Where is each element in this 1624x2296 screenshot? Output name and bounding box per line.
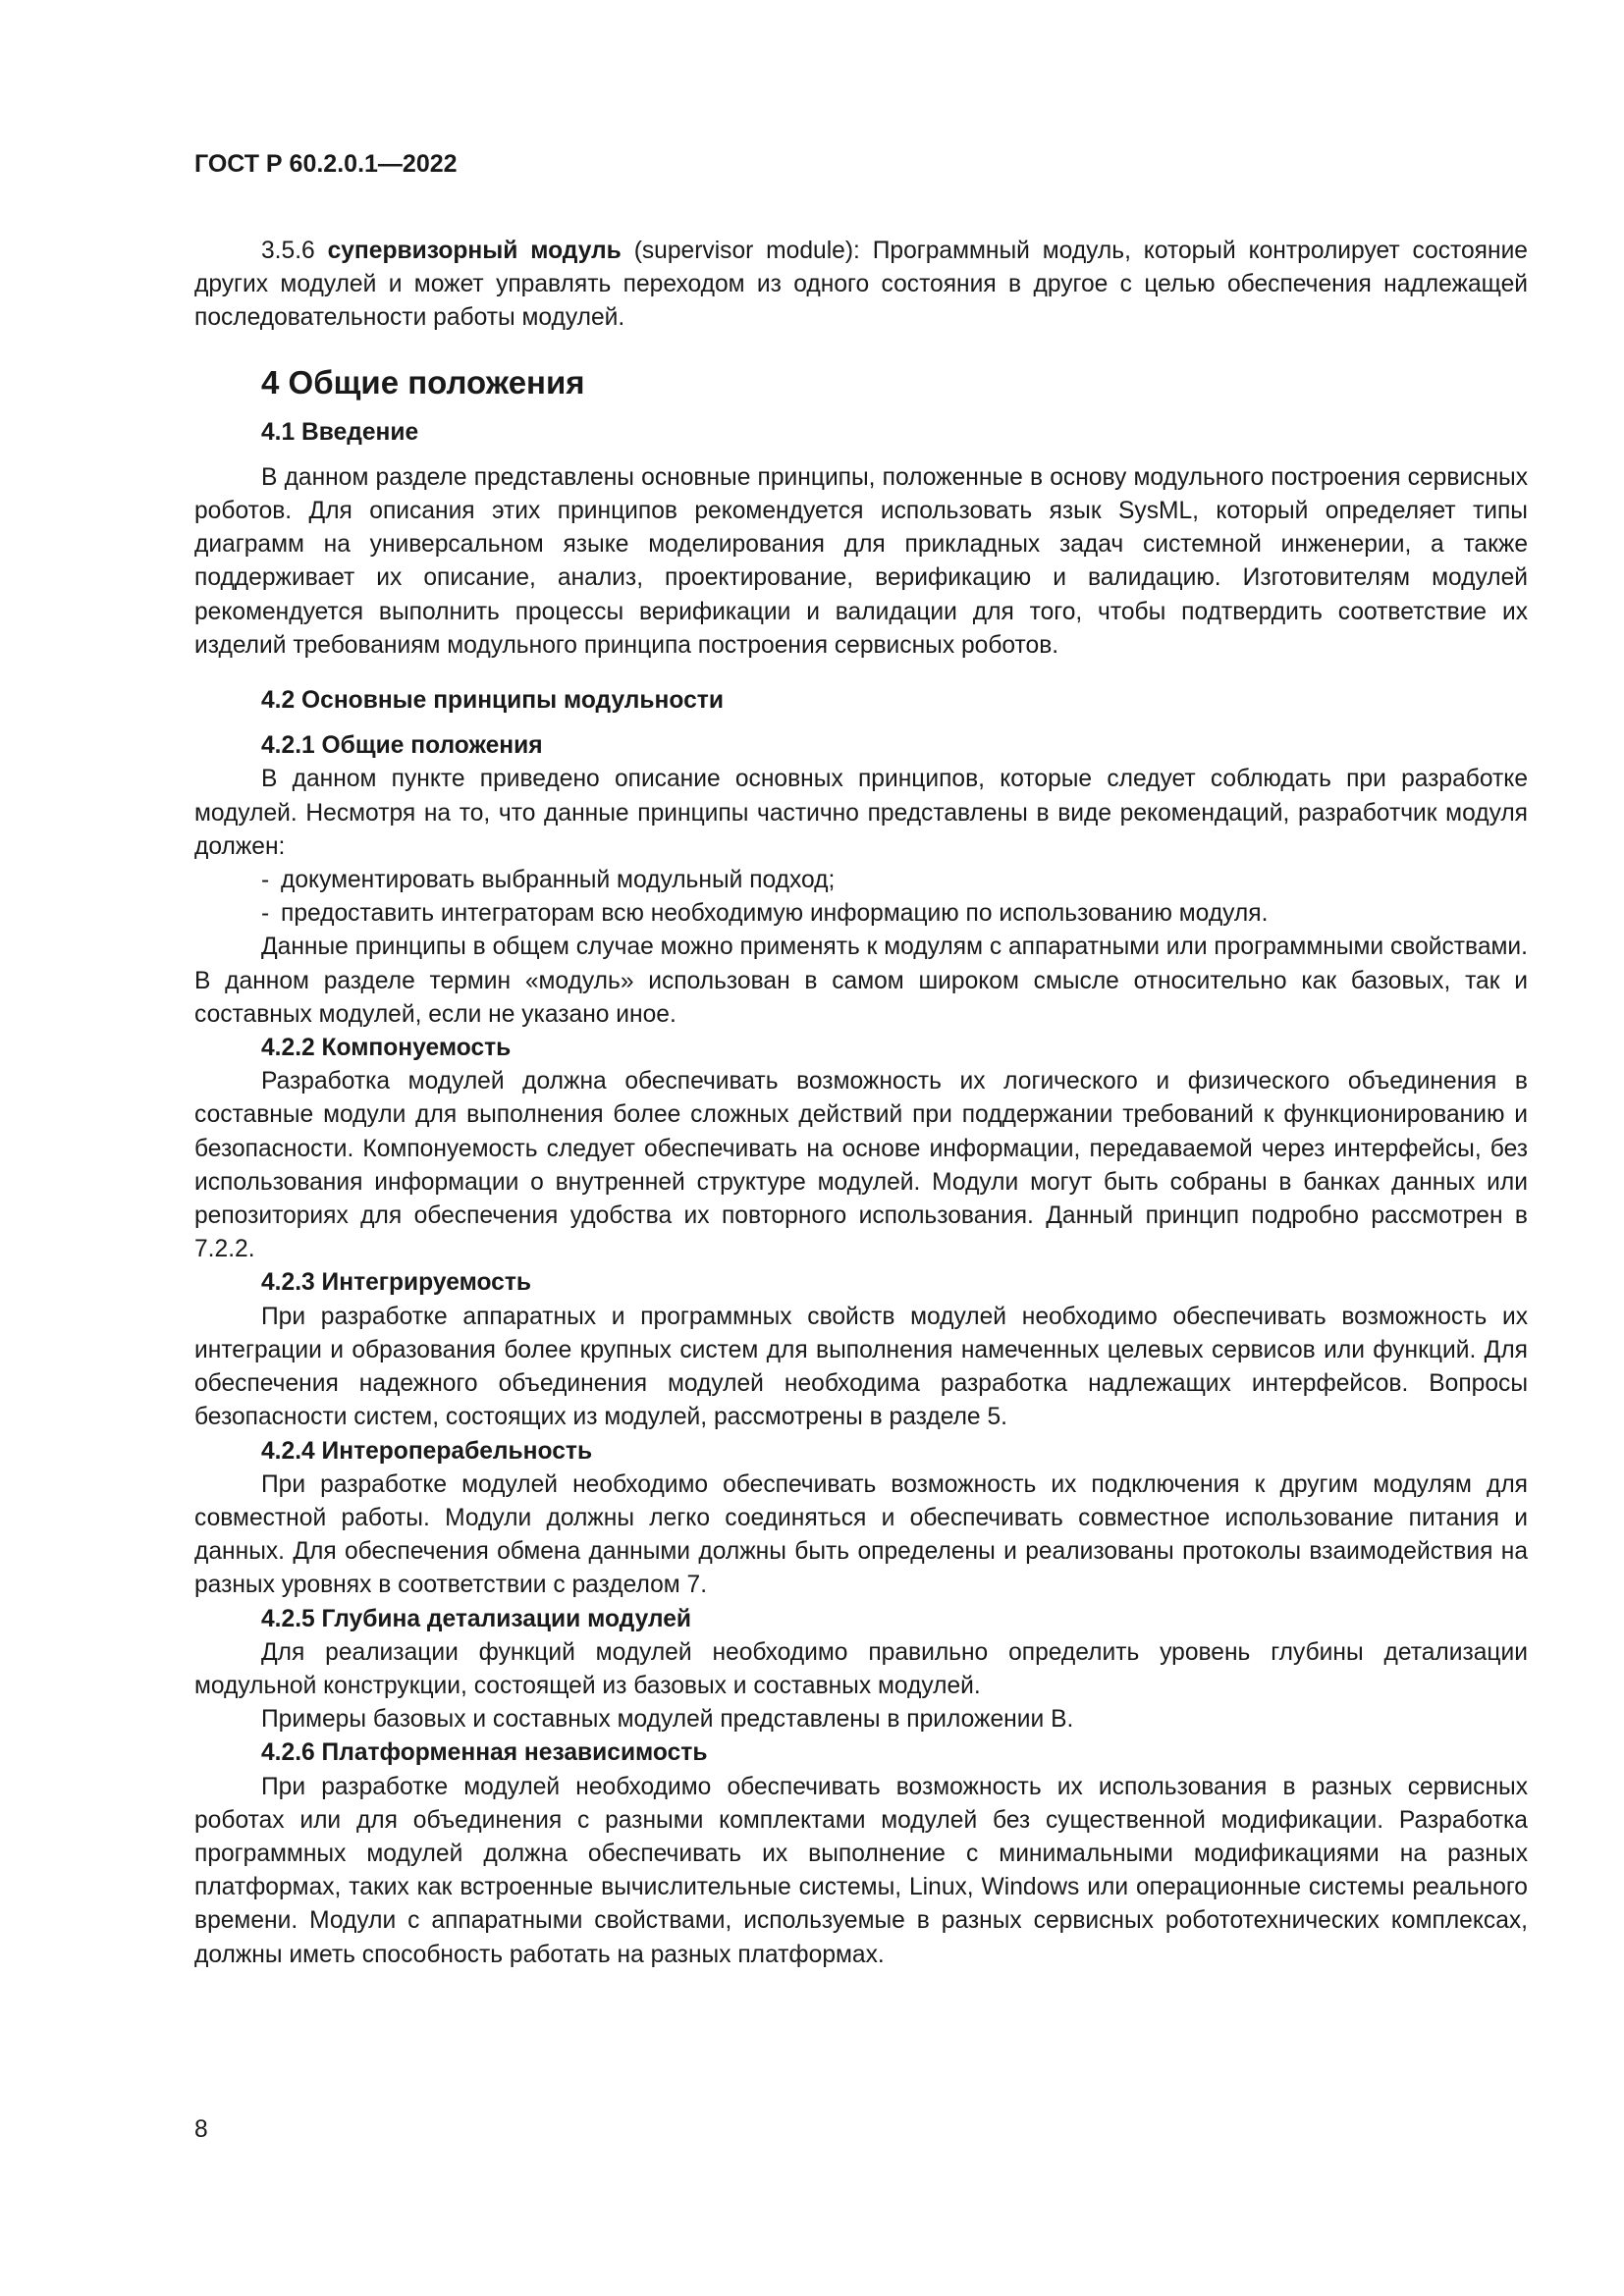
- paragraph-4-2-5-a: Для реализации функций модулей необходимо правильно определить уровень глубины детализации модульной конструкции, состоящей из базовых и составных модулей.: [194, 1638, 1528, 1699]
- list-item: [261, 864, 1528, 897]
- definition-3-5-6: [194, 235, 1528, 336]
- list-dash: -: [261, 900, 270, 928]
- clause-title-4-2-1: 4.2.1 Общие положения: [261, 732, 543, 760]
- list-dash: -: [261, 867, 270, 894]
- document-page: [194, 147, 1528, 1972]
- paragraph-4-2-1-scope: Данные принципы в общем случае можно применять к модулям с аппаратными или программными свойствами. В данном разделе термин «модуль» использован в самом широком смысле относительно как базовых, так и составных модулей, если не указано иное.: [194, 934, 1528, 1028]
- subsection-title-4-1: 4.1 Введение: [261, 418, 419, 446]
- paragraph-4-1: В данном разделе представлены основные принципы, положенные в основу модульного построения сервисных роботов. Для описания этих принципов рекомендуется использовать язык SysML, который определяет типы диаграмм на универсальном языке моделирования для прикладных задач системной инженерии, а также поддерживает их описание, анализ, проектирование, верификацию и валидацию. Изготовителям модулей рекомендуется выполнить процессы верификации и валидации для того, чтобы подтвердить соответствие их изделий требованиям модульного принципа построения сервисных роботов.: [194, 463, 1528, 659]
- paragraph-4-2-1-intro: В данном пункте приведено описание основных принципов, которые следует соблюдать при разработке модулей. Несмотря на то, что данные принципы частично представлены в виде рекомендаций, разработчик модуля должен:: [194, 766, 1528, 860]
- section-title: 4 Общие положения: [261, 363, 585, 400]
- list-item: [261, 897, 1528, 931]
- definition-text: (supervisor module): Программный модуль, который контролирует состояние других модулей и может управлять переходом из одного состояния в другое с целью обеспечения надлежащей последовательности работы модулей.: [194, 238, 1528, 332]
- list-item-text: предоставить интеграторам всю необходимую информацию по использованию модуля.: [281, 900, 1269, 928]
- clause-title-4-2-4: 4.2.4 Интероперабельность: [261, 1437, 593, 1465]
- clause-title-4-2-5: 4.2.5 Глубина детализации модулей: [261, 1605, 692, 1632]
- subsection-title-4-2: 4.2 Основные принципы модульности: [261, 687, 724, 715]
- definition-number: 3.5.6: [261, 238, 315, 264]
- page-number: 8: [194, 2116, 208, 2143]
- clause-title-4-2-6: 4.2.6 Платформенная независимость: [261, 1739, 708, 1767]
- definition-term: супервизорный модуль: [327, 238, 622, 264]
- paragraph-4-2-5-b: Примеры базовых и составных модулей представлены в приложении В.: [261, 1706, 1074, 1734]
- paragraph-4-2-3: При разработке аппаратных и программных свойств модулей необходимо обеспечивать возможность их интеграции и образования более крупных систем для выполнения намеченных целевых сервисов или функций. Для обеспечения надежного объединения модулей необходима разработка надлежащих интерфейсов. Вопросы безопасности систем, состоящих из модулей, рассмотрены в разделе 5.: [194, 1303, 1528, 1431]
- clause-title-4-2-3: 4.2.3 Интегрируемость: [261, 1269, 531, 1297]
- document-header: ГОСТ Р 60.2.0.1—2022: [194, 150, 458, 178]
- paragraph-4-2-2: Разработка модулей должна обеспечивать возможность их логического и физического объединения в составные модули для выполнения более сложных действий при поддержании требований к функционированию и безопасности. Компонуемость следует обеспечивать на основе информации, передаваемой через интерфейсы, без использования информации о внутренней структуре модулей. Модули могут быть собраны в банках данных или репозиториях для обеспечения удобства их повторного использования. Данный принцип подробно рассмотрен в 7.2.2.: [194, 1068, 1528, 1263]
- paragraph-4-2-6: При разработке модулей необходимо обеспечивать возможность их использования в разных сервисных роботах или для объединения с разными комплектами модулей без существенной модификации. Разработка программных модулей должна обеспечивать их выполнение с минимальными модификациями на разных платформах, таких как встроенные вычислительные системы, Linux, Windows или операционные системы реального времени. Модули с аппаратными свойствами, используемые в разных сервисных робототехнических комплексах, должны иметь способность работать на разных платформах.: [194, 1773, 1528, 1968]
- paragraph-4-2-4: При разработке модулей необходимо обеспечивать возможность их подключения к другим модулям для совместной работы. Модули должны легко соединяться и обеспечивать совместное использование питания и данных. Для обеспечения обмена данными должны быть определены и реализованы протоколы взаимодействия на разных уровнях в соответствии с разделом 7.: [194, 1470, 1528, 1599]
- clause-title-4-2-2: 4.2.2 Компонуемость: [261, 1035, 512, 1062]
- list-item-text: документировать выбранный модульный подход;: [281, 867, 836, 894]
